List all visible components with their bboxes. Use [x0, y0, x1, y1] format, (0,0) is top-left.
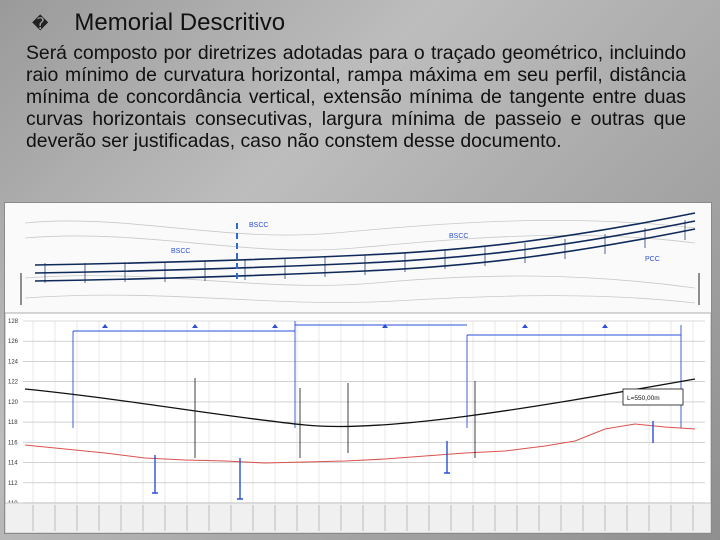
slide-body-text: Será composto por diretrizes adotadas para o traçado geométrico, incluindo raio mínimo de curvatura horizontal, rampa máxima em seu perfil, distância mínima de concordância vertical, extensão mínima de tangente entre duas curvas horizontais consecutivas, largura mínima de passeio e outras que deverão ser justificadas, caso não constem desse documento.: [26, 42, 686, 152]
elevation-label: 122: [8, 379, 19, 386]
elevation-label: 126: [8, 339, 19, 346]
elevation-label: 114: [8, 460, 18, 467]
plan-label-bscc-3: BSCC: [171, 248, 191, 255]
plan-label-bscc-2: BSCC: [449, 233, 469, 240]
elevation-label: 124: [8, 359, 19, 366]
elevation-label: 120: [8, 399, 19, 406]
elevation-label: 118: [8, 420, 18, 427]
square-bullet-icon: �: [32, 13, 49, 33]
drawing-canvas: [5, 203, 711, 533]
elevation-label: 112: [8, 480, 18, 487]
engineering-drawing: [4, 202, 712, 534]
slide-title-row: [32, 8, 285, 38]
slide-title: Memorial Descritivo: [74, 9, 286, 36]
profile-view: [5, 313, 711, 533]
plan-label-bscc-1: BSCC: [249, 222, 269, 229]
plan-view: [5, 203, 711, 313]
curve-note: L=550,00m: [627, 395, 660, 402]
elevation-label: 128: [8, 319, 19, 325]
elevation-label: 116: [8, 440, 18, 447]
plan-label-pcc: PCC: [645, 256, 660, 263]
